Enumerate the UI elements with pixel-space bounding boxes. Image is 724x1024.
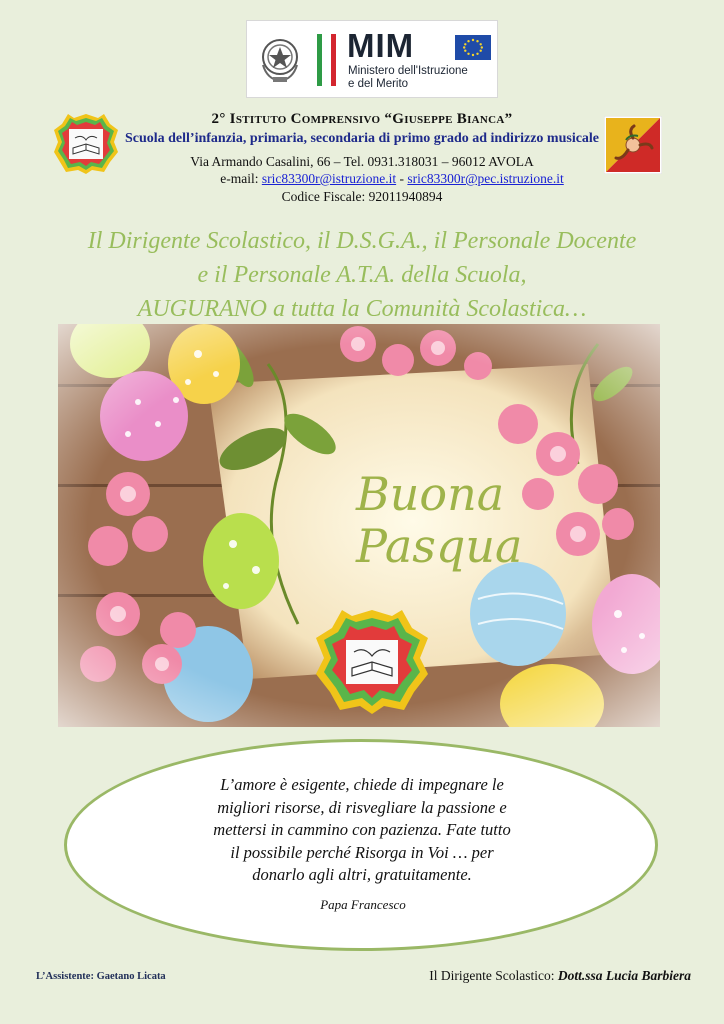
sicily-region-logo — [604, 116, 662, 174]
quote-line1: L’amore è esigente, chiede di impegnare le — [220, 775, 504, 794]
greeting-line2: e il Personale A.T.A. della Scuola, — [197, 262, 527, 288]
quote-line5: donarlo agli altri, gratuitamente. — [252, 865, 472, 884]
quote-line4: il possibile perché Risorga in Voi … per — [230, 842, 494, 862]
principal-label: Il Dirigente Scolastico: — [429, 968, 555, 983]
school-description: Scuola dell’infanzia, primaria, secondaria di primo grado ad indirizzo musicale — [124, 131, 600, 146]
school-name: 2° Istituto Comprensivo “Giuseppe Bianca” — [211, 111, 513, 127]
ministry-name — [348, 65, 468, 91]
ministry-name-line2: e del Merito — [348, 78, 409, 90]
pec-link[interactable]: sric83300r@pec.istruzione.it — [407, 171, 564, 186]
italian-republic-emblem-icon — [257, 35, 303, 85]
eu-flag-icon — [455, 35, 491, 60]
fiscal-code: Codice Fiscale: 92011940894 — [281, 189, 443, 204]
greeting-line1: Il Dirigente Scolastico, il D.S.G.A., il Personale Docente — [87, 228, 637, 254]
quote-author: Papa Francesco — [320, 897, 406, 912]
italian-flag-icon — [317, 34, 337, 86]
assistant-signature: L’Assistente: Gaetano Licata — [36, 971, 166, 982]
quote-line2: migliori risorse, di risvegliare la passione e — [217, 797, 507, 817]
principal-signature — [429, 968, 691, 984]
ministry-acronym: MIM — [347, 27, 415, 64]
email-separator: - — [399, 171, 404, 186]
greeting-message — [0, 224, 724, 326]
ministry-banner — [246, 20, 498, 98]
email-label: e-mail: — [220, 171, 259, 186]
school-address: Via Armando Casalini, 66 – Tel. 0931.318031 – 96012 AVOLA — [190, 154, 534, 169]
quote-line3: mettersi in cammino con pazienza. Fate tutto — [213, 820, 511, 839]
easter-greeting-title — [356, 468, 522, 572]
easter-illustration — [58, 324, 660, 727]
principal-name: Dott.ssa Lucia Barbiera — [557, 968, 691, 983]
easter-title-line1: Buona — [356, 467, 505, 521]
easter-title-line2: Pasqua — [356, 519, 523, 573]
greeting-line3: AUGURANO a tutta la Comunità Scolastica… — [137, 296, 587, 322]
email-link[interactable]: sric83300r@istruzione.it — [261, 171, 397, 186]
ministry-name-line1: Ministero dell'Istruzione — [348, 65, 468, 77]
quote-text — [140, 774, 584, 887]
